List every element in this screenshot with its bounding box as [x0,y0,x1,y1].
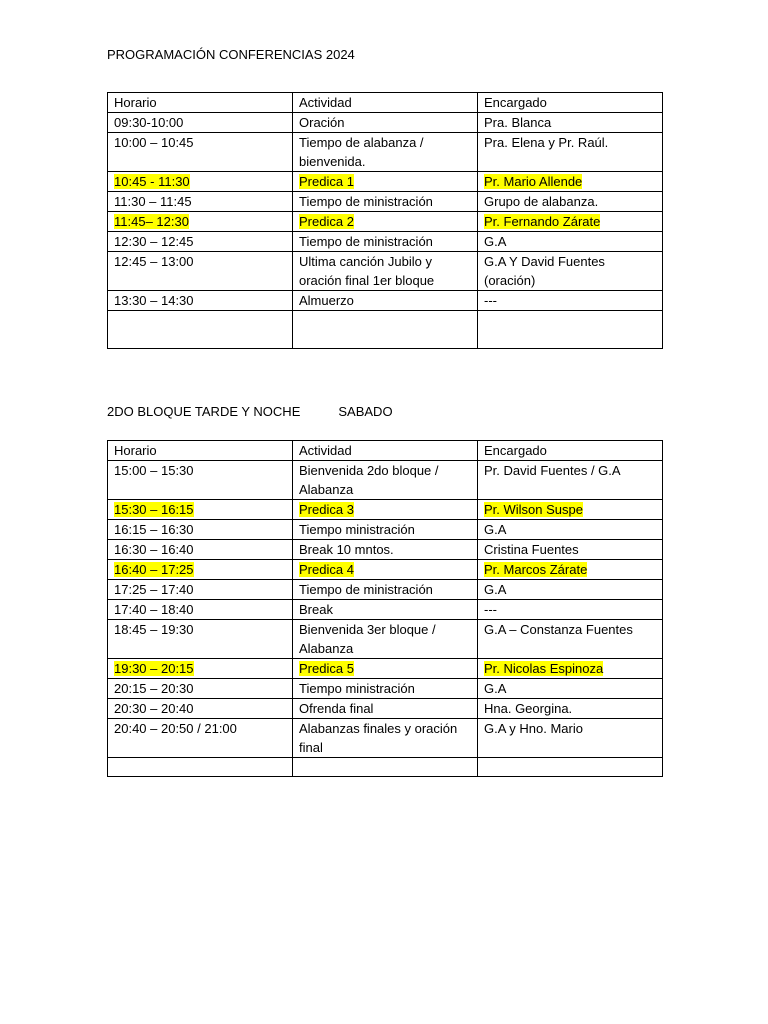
cell-time-text: 20:15 – 20:30 [114,681,194,696]
cell-leader-text: G.A [484,681,507,696]
empty-row [108,311,663,349]
cell-time-text: 19:30 – 20:15 [114,661,194,676]
cell-leader-text: Pra. Elena y Pr. Raúl. [484,135,609,150]
empty-cell [293,311,478,349]
cell-time [108,133,293,172]
section-2-title [107,404,393,419]
cell-leader [478,659,663,679]
table-row [108,252,663,291]
cell-time-text: 18:45 – 19:30 [114,622,194,637]
cell-leader-text: G.A [484,522,507,537]
cell-activity [293,133,478,172]
cell-activity-text: Tiempo de ministración [299,194,433,209]
cell-leader [478,212,663,232]
cell-time [108,461,293,500]
cell-leader-text: Pr. Wilson Suspe [484,502,583,517]
cell-time-text: 12:30 – 12:45 [114,234,194,249]
cell-time-text: 12:45 – 13:00 [114,254,194,269]
cell-activity-text: Tiempo de ministración [299,234,433,249]
cell-activity [293,620,478,659]
table-row [108,212,663,232]
cell-leader-text: Grupo de alabanza. [484,194,599,209]
empty-cell [478,311,663,349]
table-row [108,600,663,620]
cell-time-text: 17:40 – 18:40 [114,602,194,617]
cell-leader-text: G.A Y David Fuentes (oración) [484,254,605,288]
cell-time [108,500,293,520]
cell-time-text: 16:40 – 17:25 [114,562,194,577]
cell-time [108,540,293,560]
table-row [108,113,663,133]
cell-leader-text: Pr. Fernando Zárate [484,214,601,229]
empty-cell [108,311,293,349]
cell-time [108,212,293,232]
cell-leader [478,232,663,252]
empty-row [108,758,663,777]
cell-time-text: 13:30 – 14:30 [114,293,194,308]
header-actividad: Actividad [293,441,478,461]
cell-activity [293,212,478,232]
schedule-table-1 [107,92,663,349]
cell-time [108,560,293,580]
table-row [108,719,663,758]
header-encargado: Encargado [478,93,663,113]
cell-leader [478,560,663,580]
cell-time-text: 17:25 – 17:40 [114,582,194,597]
cell-leader-text: Pr. Nicolas Espinoza [484,661,604,676]
cell-time [108,719,293,758]
cell-activity [293,291,478,311]
cell-activity-text: Predica 2 [299,214,354,229]
cell-activity [293,540,478,560]
cell-leader-text: G.A – Constanza Fuentes [484,622,633,637]
cell-time [108,113,293,133]
cell-time [108,699,293,719]
cell-activity-text: Predica 1 [299,174,354,189]
cell-leader [478,291,663,311]
cell-activity-text: Alabanzas finales y oración final [299,721,458,755]
cell-time [108,232,293,252]
cell-time [108,620,293,659]
cell-leader [478,540,663,560]
cell-time [108,600,293,620]
cell-leader-text: Hna. Georgina. [484,701,573,716]
table-row [108,659,663,679]
schedule-table-2 [107,440,663,777]
empty-cell [478,758,663,777]
cell-activity [293,520,478,540]
cell-leader-text: G.A [484,234,507,249]
table-row [108,461,663,500]
header-horario: Horario [108,441,293,461]
cell-time-text: 15:30 – 16:15 [114,502,194,517]
cell-leader [478,113,663,133]
table-header-row [108,93,663,113]
table-row [108,192,663,212]
cell-leader-text: Pr. David Fuentes / G.A [484,463,621,478]
cell-activity-text: Predica 3 [299,502,354,517]
cell-leader-text: Cristina Fuentes [484,542,579,557]
cell-activity-text: Bienvenida 2do bloque / Alabanza [299,463,439,497]
table-row [108,540,663,560]
table-row [108,133,663,172]
section-2-day-label: SABADO [338,404,393,419]
cell-leader [478,719,663,758]
cell-activity [293,600,478,620]
section-2-block-label: 2DO BLOQUE TARDE Y NOCHE [107,404,301,419]
cell-time [108,520,293,540]
cell-time-text: 16:30 – 16:40 [114,542,194,557]
cell-time-text: 11:30 – 11:45 [114,194,192,209]
cell-leader [478,580,663,600]
table-row [108,699,663,719]
table-row [108,232,663,252]
cell-activity-text: Bienvenida 3er bloque / Alabanza [299,622,436,656]
cell-activity [293,192,478,212]
cell-leader [478,520,663,540]
cell-time [108,172,293,192]
cell-activity-text: Tiempo de ministración [299,582,433,597]
cell-leader [478,620,663,659]
table-header-row [108,441,663,461]
cell-activity-text: Tiempo ministración [299,522,415,537]
cell-time [108,291,293,311]
header-actividad: Actividad [293,93,478,113]
header-encargado: Encargado [478,441,663,461]
cell-leader-text: Pra. Blanca [484,115,552,130]
cell-time-text: 15:00 – 15:30 [114,463,194,478]
cell-activity [293,500,478,520]
cell-activity-text: Predica 4 [299,562,354,577]
cell-activity-text: Ofrenda final [299,701,374,716]
table-row [108,580,663,600]
cell-leader [478,500,663,520]
cell-time [108,192,293,212]
table-row [108,172,663,192]
cell-activity [293,699,478,719]
cell-leader-text: G.A y Hno. Mario [484,721,583,736]
cell-leader [478,600,663,620]
table-row [108,679,663,699]
cell-time [108,659,293,679]
cell-time-text: 11:45– 12:30 [114,214,189,229]
cell-activity-text: Tiempo ministración [299,681,415,696]
cell-leader-text: Pr. Mario Allende [484,174,583,189]
table-row [108,500,663,520]
cell-leader [478,461,663,500]
document-title: PROGRAMACIÓN CONFERENCIAS 2024 [107,47,355,62]
cell-leader [478,699,663,719]
cell-activity-text: Break 10 mntos. [299,542,394,557]
cell-activity-text: Predica 5 [299,661,354,676]
cell-activity [293,580,478,600]
cell-time-text: 10:00 – 10:45 [114,135,194,150]
cell-activity [293,659,478,679]
empty-cell [108,758,293,777]
cell-leader-text: G.A [484,582,507,597]
table-row [108,620,663,659]
cell-leader [478,172,663,192]
cell-time-text: 20:30 – 20:40 [114,701,194,716]
cell-leader [478,679,663,699]
table-row [108,520,663,540]
cell-activity-text: Oración [299,115,345,130]
cell-activity [293,172,478,192]
cell-time-text: 10:45 - 11:30 [114,174,190,189]
cell-leader [478,252,663,291]
cell-activity-text: Tiempo de alabanza / bienvenida. [299,135,424,169]
cell-time [108,679,293,699]
cell-leader-text: --- [484,602,497,617]
cell-leader-text: --- [484,293,497,308]
table-row [108,560,663,580]
cell-leader-text: Pr. Marcos Zárate [484,562,588,577]
cell-activity [293,252,478,291]
cell-time-text: 20:40 – 20:50 / 21:00 [114,721,237,736]
cell-activity [293,113,478,133]
cell-activity [293,560,478,580]
cell-leader [478,133,663,172]
cell-time [108,580,293,600]
cell-activity [293,679,478,699]
header-horario: Horario [108,93,293,113]
cell-activity [293,232,478,252]
cell-time-text: 16:15 – 16:30 [114,522,194,537]
cell-activity-text: Break [299,602,333,617]
table-row [108,291,663,311]
cell-activity [293,719,478,758]
cell-activity-text: Ultima canción Jubilo y oración final 1er bloque [299,254,435,288]
empty-cell [293,758,478,777]
cell-activity-text: Almuerzo [299,293,354,308]
cell-time [108,252,293,291]
cell-activity [293,461,478,500]
cell-time-text: 09:30-10:00 [114,115,184,130]
cell-leader [478,192,663,212]
